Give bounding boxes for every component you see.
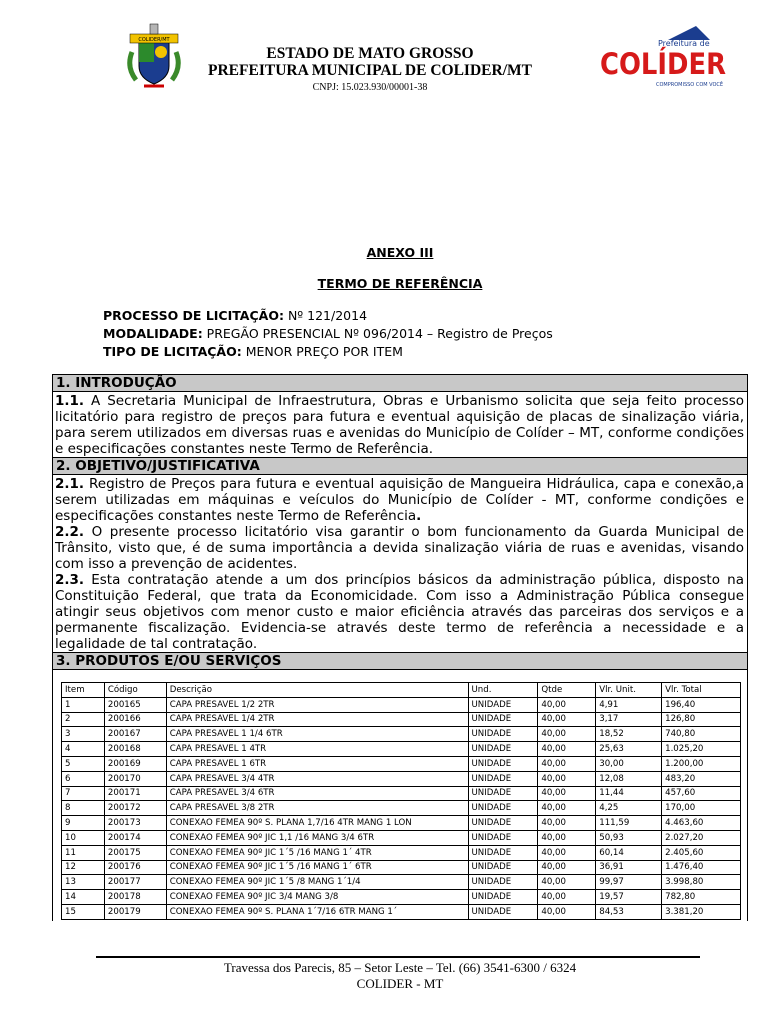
paragraph-number: 1.1. xyxy=(55,393,85,409)
table-row xyxy=(62,801,741,816)
col-item: Item xyxy=(62,683,105,698)
cell-vlr-total: 1.025,20 xyxy=(662,742,741,757)
cell-qtde: 40,00 xyxy=(538,830,596,845)
cell-codigo: 200176 xyxy=(104,860,166,875)
footer xyxy=(100,960,700,992)
cell-codigo: 200170 xyxy=(104,771,166,786)
cell-vlr-unit: 4,25 xyxy=(596,801,662,816)
cell-codigo: 200172 xyxy=(104,801,166,816)
cell-vlr-unit: 50,93 xyxy=(596,830,662,845)
table-header-row xyxy=(62,683,741,698)
cell-vlr-unit: 99,97 xyxy=(596,875,662,890)
cell-descricao: CONEXAO FEMEA 90º JIC 1,1 /16 MANG 3/4 6TR xyxy=(166,830,468,845)
modalidade-line xyxy=(103,325,553,343)
cell-und: UNIDADE xyxy=(468,697,538,712)
cell-descricao: CAPA PRESAVEL 1/2 2TR xyxy=(166,697,468,712)
cell-vlr-total: 3.998,80 xyxy=(662,875,741,890)
cell-vlr-unit: 19,57 xyxy=(596,890,662,905)
cell-descricao: CAPA PRESAVEL 3/4 4TR xyxy=(166,771,468,786)
cell-vlr-unit: 11,44 xyxy=(596,786,662,801)
cell-qtde: 40,00 xyxy=(538,742,596,757)
cell-codigo: 200165 xyxy=(104,697,166,712)
svg-text:Prefeitura de: Prefeitura de xyxy=(658,39,710,48)
cell-item: 13 xyxy=(62,875,105,890)
cell-und: UNIDADE xyxy=(468,771,538,786)
cell-item: 4 xyxy=(62,742,105,757)
cell-vlr-total: 1.200,00 xyxy=(662,756,741,771)
processo-line xyxy=(103,307,553,325)
header-state: ESTADO DE MATO GROSSO xyxy=(266,45,474,62)
cell-item: 11 xyxy=(62,845,105,860)
cell-item: 15 xyxy=(62,904,105,919)
paragraph-text: O presente processo licitatório visa garantir o bom funcionamento da Guarda Municipal de Trânsito, visto que, é de suma importância a devida sinalização viária de ruas e avenidas, visando com isso a prevenção de acidentes. xyxy=(55,524,744,572)
section-3-title: 3. PRODUTOS E/OU SERVIÇOS xyxy=(52,652,748,670)
cell-codigo: 200169 xyxy=(104,756,166,771)
section-1-body xyxy=(52,392,748,457)
document-header xyxy=(180,45,560,95)
table-row xyxy=(62,860,741,875)
table-row xyxy=(62,830,741,845)
col-vlr-total: Vlr. Total xyxy=(662,683,741,698)
modalidade-value: PREGÃO PRESENCIAL Nº 096/2014 – Registro de Preços xyxy=(202,326,553,341)
table-row xyxy=(62,712,741,727)
section-2-body xyxy=(52,475,748,652)
cell-qtde: 40,00 xyxy=(538,845,596,860)
paragraph-text: Registro de Preços para futura e eventual aquisição de Mangueira Hidráulica, capa e conexão,a serem utilizadas em máquinas e veículos do Município de Colíder - MT, conforme condições e especificações constantes neste Termo de Referência xyxy=(55,476,744,524)
paragraph-end: . xyxy=(416,508,422,524)
paragraph-2-3 xyxy=(55,572,744,652)
cell-und: UNIDADE xyxy=(468,904,538,919)
cell-descricao: CAPA PRESAVEL 3/8 2TR xyxy=(166,801,468,816)
cell-codigo: 200168 xyxy=(104,742,166,757)
cell-vlr-total: 1.476,40 xyxy=(662,860,741,875)
cell-vlr-unit: 4,91 xyxy=(596,697,662,712)
cell-descricao: CONEXAO FEMEA 90º JIC 3/4 MANG 3/8 xyxy=(166,890,468,905)
cell-qtde: 40,00 xyxy=(538,890,596,905)
cell-vlr-unit: 3,17 xyxy=(596,712,662,727)
cell-item: 8 xyxy=(62,801,105,816)
col-descricao: Descrição xyxy=(166,683,468,698)
cell-codigo: 200179 xyxy=(104,904,166,919)
cell-und: UNIDADE xyxy=(468,756,538,771)
processo-value: Nº 121/2014 xyxy=(283,308,368,323)
cell-und: UNIDADE xyxy=(468,830,538,845)
tipo-value: MENOR PREÇO POR ITEM xyxy=(241,344,403,359)
cell-codigo: 200178 xyxy=(104,890,166,905)
term-title: TERMO DE REFERÊNCIA xyxy=(317,276,483,291)
cell-vlr-total: 2.027,20 xyxy=(662,830,741,845)
header-cnpj: CNPJ: 15.023.930/00001-38 xyxy=(312,82,428,93)
products-table xyxy=(61,682,741,920)
col-und: Und. xyxy=(468,683,538,698)
cell-vlr-total: 2.405,60 xyxy=(662,845,741,860)
svg-text:COLIDER/MT: COLIDER/MT xyxy=(138,37,170,43)
cell-codigo: 200166 xyxy=(104,712,166,727)
table-body xyxy=(62,697,741,919)
cell-qtde: 40,00 xyxy=(538,712,596,727)
header-prefeitura: PREFEITURA MUNICIPAL DE COLIDER/MT xyxy=(208,62,532,79)
cell-qtde: 40,00 xyxy=(538,904,596,919)
cell-vlr-unit: 111,59 xyxy=(596,816,662,831)
modalidade-label: MODALIDADE: xyxy=(103,326,203,341)
cell-qtde: 40,00 xyxy=(538,756,596,771)
cell-codigo: 200177 xyxy=(104,875,166,890)
cell-descricao: CAPA PRESAVEL 1 1/4 6TR xyxy=(166,727,468,742)
cell-vlr-unit: 36,91 xyxy=(596,860,662,875)
cell-vlr-unit: 18,52 xyxy=(596,727,662,742)
cell-item: 1 xyxy=(62,697,105,712)
municipal-crest xyxy=(124,22,184,92)
table-row xyxy=(62,727,741,742)
cell-und: UNIDADE xyxy=(468,801,538,816)
svg-text:COMPROMISSO COM VOCÊ: COMPROMISSO COM VOCÊ xyxy=(656,82,724,88)
paragraph-number: 2.2. xyxy=(55,524,85,540)
cell-und: UNIDADE xyxy=(468,727,538,742)
cell-vlr-unit: 25,63 xyxy=(596,742,662,757)
footer-city: COLIDER - MT xyxy=(356,976,444,991)
cell-und: UNIDADE xyxy=(468,890,538,905)
paragraph-text: A Secretaria Municipal de Infraestrutura, Obras e Urbanismo solicita que seja feito processo licitatório para registro de preços para futura e eventual aquisição de placas de sinalização viária, para serem utilizados em diversas ruas e avenidas do Município de Colíder – MT, conforme condições e especificações constantes neste Termo de Referência. xyxy=(55,393,744,457)
cell-qtde: 40,00 xyxy=(538,875,596,890)
cell-item: 5 xyxy=(62,756,105,771)
cell-vlr-total: 4.463,60 xyxy=(662,816,741,831)
table-row xyxy=(62,875,741,890)
cell-vlr-unit: 84,53 xyxy=(596,904,662,919)
cell-item: 14 xyxy=(62,890,105,905)
cell-descricao: CAPA PRESAVEL 1/4 2TR xyxy=(166,712,468,727)
table-row xyxy=(62,756,741,771)
cell-vlr-total: 740,80 xyxy=(662,727,741,742)
footer-divider xyxy=(96,956,700,958)
cell-vlr-total: 196,40 xyxy=(662,697,741,712)
cell-und: UNIDADE xyxy=(468,845,538,860)
cell-vlr-unit: 12,08 xyxy=(596,771,662,786)
table-row xyxy=(62,816,741,831)
paragraph-2-2 xyxy=(55,524,744,572)
cell-item: 6 xyxy=(62,771,105,786)
cell-codigo: 200175 xyxy=(104,845,166,860)
cell-qtde: 40,00 xyxy=(538,771,596,786)
cell-item: 2 xyxy=(62,712,105,727)
annex-title: ANEXO III xyxy=(366,245,434,260)
cell-item: 7 xyxy=(62,786,105,801)
table-row xyxy=(62,890,741,905)
cell-und: UNIDADE xyxy=(468,816,538,831)
cell-und: UNIDADE xyxy=(468,742,538,757)
processo-label: PROCESSO DE LICITAÇÃO: xyxy=(103,308,284,323)
cell-codigo: 200173 xyxy=(104,816,166,831)
paragraph-text: Esta contratação atende a um dos princípios básicos da administração pública, disposto na Constituição Federal, que trata da Economicidade. Com isso a Administração Pública consegue atingir seus objetivos com menor custo e maior eficiência através das parceiras dos serviços e a permanente fiscalização. Evidencia-se através deste termo de referência a necessidade e a legalidade de tal contratação. xyxy=(55,572,744,652)
paragraph-1-1 xyxy=(55,393,744,457)
cell-qtde: 40,00 xyxy=(538,727,596,742)
cell-item: 3 xyxy=(62,727,105,742)
cell-vlr-total: 3.381,20 xyxy=(662,904,741,919)
tipo-label: TIPO DE LICITAÇÃO: xyxy=(103,344,242,359)
paragraph-number: 2.3. xyxy=(55,572,85,588)
cell-descricao: CONEXAO FEMEA 90º JIC 1´5 /8 MANG 1´1/4 xyxy=(166,875,468,890)
cell-qtde: 40,00 xyxy=(538,697,596,712)
cell-qtde: 40,00 xyxy=(538,860,596,875)
cell-vlr-total: 457,60 xyxy=(662,786,741,801)
cell-vlr-unit: 60,14 xyxy=(596,845,662,860)
cell-codigo: 200174 xyxy=(104,830,166,845)
cell-qtde: 40,00 xyxy=(538,801,596,816)
cell-und: UNIDADE xyxy=(468,860,538,875)
cell-vlr-unit: 30,00 xyxy=(596,756,662,771)
cell-item: 9 xyxy=(62,816,105,831)
cell-descricao: CONEXAO FEMEA 90º S. PLANA 1´7/16 6TR MANG 1´ xyxy=(166,904,468,919)
paragraph-2-1 xyxy=(55,476,744,524)
cell-qtde: 40,00 xyxy=(538,816,596,831)
section-2-title: 2. OBJETIVO/JUSTIFICATIVA xyxy=(52,457,748,475)
cell-vlr-total: 126,80 xyxy=(662,712,741,727)
cell-descricao: CONEXAO FEMEA 90º JIC 1´5 /16 MANG 1´ 6TR xyxy=(166,860,468,875)
cell-descricao: CAPA PRESAVEL 1 4TR xyxy=(166,742,468,757)
cell-und: UNIDADE xyxy=(468,875,538,890)
cell-descricao: CONEXAO FEMEA 90º JIC 1´5 /16 MANG 1´ 4TR xyxy=(166,845,468,860)
colider-logo xyxy=(598,26,728,92)
cell-vlr-total: 170,00 xyxy=(662,801,741,816)
paragraph-number: 2.1. xyxy=(55,476,85,492)
col-qtde: Qtde xyxy=(538,683,596,698)
tipo-line xyxy=(103,343,553,361)
section-1-title: 1. INTRODUÇÃO xyxy=(52,374,748,392)
cell-qtde: 40,00 xyxy=(538,786,596,801)
table-row xyxy=(62,697,741,712)
col-vlr-unit: Vlr. Unit. xyxy=(596,683,662,698)
footer-address: Travessa dos Parecis, 85 – Setor Leste – Tel. (66) 3541-6300 / 6324 xyxy=(223,960,577,975)
cell-vlr-total: 782,80 xyxy=(662,890,741,905)
cell-codigo: 200171 xyxy=(104,786,166,801)
table-row xyxy=(62,771,741,786)
col-codigo: Código xyxy=(104,683,166,698)
cell-vlr-total: 483,20 xyxy=(662,771,741,786)
table-row xyxy=(62,742,741,757)
svg-text:COLÍDER: COLÍDER xyxy=(600,47,726,81)
cell-descricao: CAPA PRESAVEL 3/4 6TR xyxy=(166,786,468,801)
cell-und: UNIDADE xyxy=(468,712,538,727)
table-row xyxy=(62,904,741,919)
sections xyxy=(52,374,748,921)
cell-codigo: 200167 xyxy=(104,727,166,742)
products-table-wrap xyxy=(52,670,748,921)
table-row xyxy=(62,786,741,801)
cell-und: UNIDADE xyxy=(468,786,538,801)
process-info xyxy=(103,307,553,361)
cell-descricao: CONEXAO FEMEA 90º S. PLANA 1,7/16 4TR MANG 1 LON xyxy=(166,816,468,831)
cell-item: 10 xyxy=(62,830,105,845)
cell-descricao: CAPA PRESAVEL 1 6TR xyxy=(166,756,468,771)
table-row xyxy=(62,845,741,860)
cell-item: 12 xyxy=(62,860,105,875)
